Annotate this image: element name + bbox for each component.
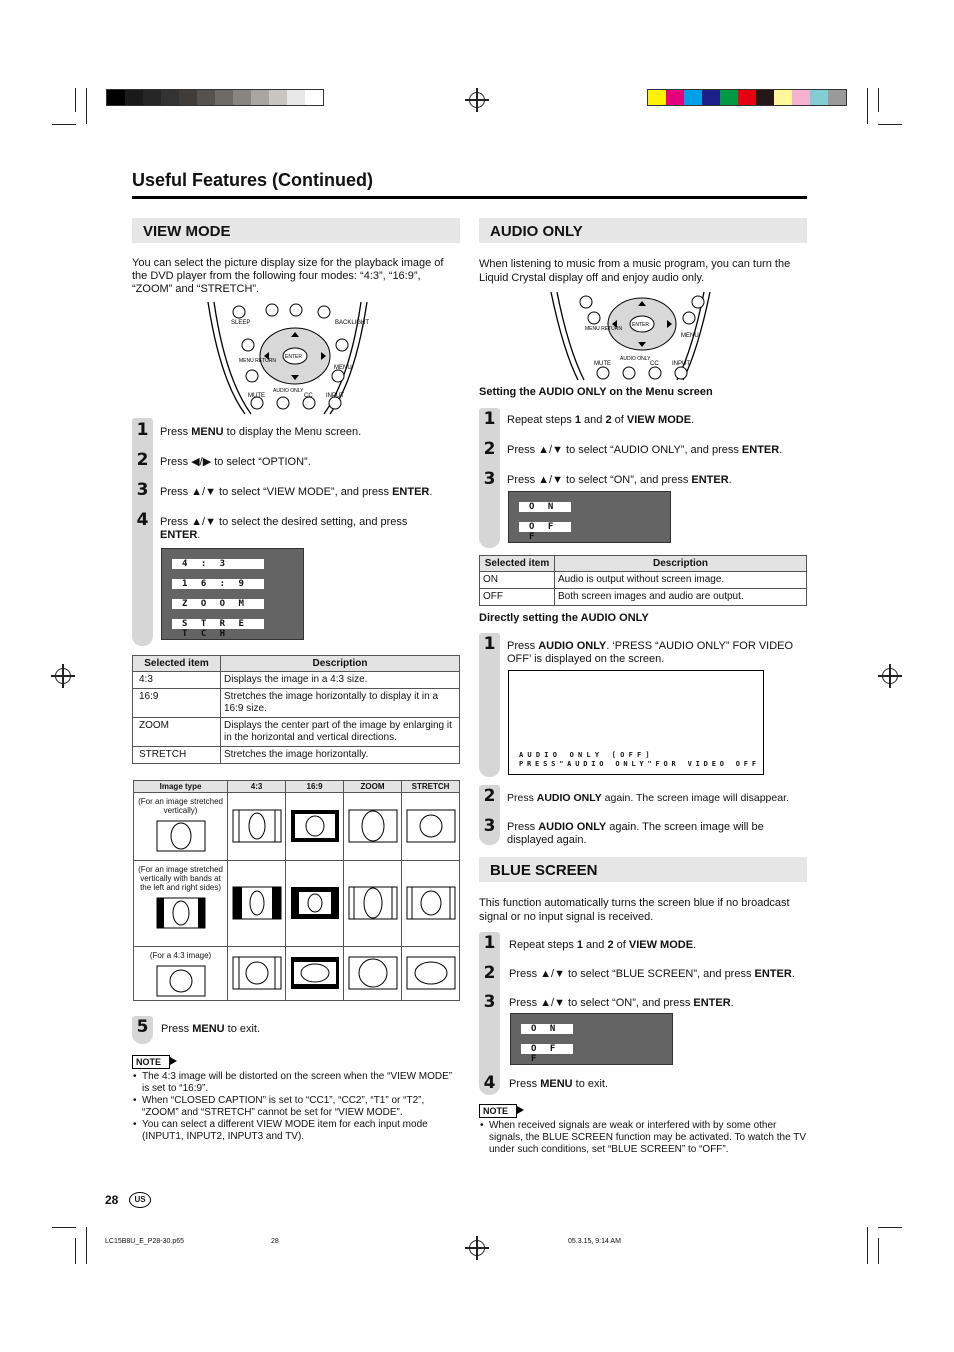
svg-text:MENU RETURN: MENU RETURN <box>585 326 622 332</box>
screen-instruction-line: P R E S S " A U D I O O N L Y " F O R V I D E O O F F <box>519 760 756 768</box>
note-label: NOTE <box>479 1104 517 1118</box>
color-swatch <box>738 90 756 105</box>
svg-text:MENU RETURN: MENU RETURN <box>239 358 276 364</box>
registration-mark-icon <box>882 668 898 684</box>
region-badge: US <box>129 1192 151 1208</box>
osd-item-stretch[interactable]: S T R E T C H <box>172 619 264 629</box>
svg-text:ENTER: ENTER <box>632 322 649 328</box>
table-row: STRETCH Stretches the image horizontally. <box>133 747 460 764</box>
svg-text:AUDIO ONLY: AUDIO ONLY <box>273 388 304 394</box>
color-swatch <box>774 90 792 105</box>
color-swatch <box>143 90 161 105</box>
audio-only-step-1: Repeat steps 1 and 2 of VIEW MODE. <box>507 414 695 426</box>
step-number: 1 <box>483 933 496 953</box>
osd-item-off[interactable]: O F F <box>519 522 571 532</box>
registration-mark-icon <box>55 668 71 684</box>
svg-text:AUDIO ONLY: AUDIO ONLY <box>620 356 651 362</box>
blue-screen-step-2: Press ▲/▼ to select “BLUE SCREEN”, and press ENTER. <box>509 968 795 980</box>
audio-only-screen <box>508 670 764 775</box>
direct-step-2: Press AUDIO ONLY again. The screen image will disappear. <box>507 792 789 804</box>
step-number: 3 <box>483 469 496 489</box>
blue-screen-heading: BLUE SCREEN <box>479 857 807 882</box>
crop-mark <box>878 88 879 112</box>
table-header: Selected item <box>480 556 555 572</box>
view-mode-osd-menu <box>161 548 304 640</box>
color-swatch <box>756 90 774 105</box>
color-swatch <box>792 90 810 105</box>
osd-item-on[interactable]: O N <box>521 1024 573 1034</box>
footer-page-number: 28 <box>271 1238 279 1245</box>
direct-setting-subheading: Directly setting the AUDIO ONLY <box>479 612 649 624</box>
table-row: ON Audio is output without screen image. <box>480 572 807 589</box>
direct-step-1: Press AUDIO ONLY. ‘PRESS “AUDIO ONLY” FOR VIDEO OFF’ is displayed on the screen. <box>507 640 794 665</box>
crop-mark <box>878 1238 879 1264</box>
page-title: Useful Features (Continued) <box>132 170 374 190</box>
screen-status-line: A U D I O O N L Y [ O F F ] <box>519 751 650 759</box>
step-number: 2 <box>483 963 496 983</box>
table-row: (For an image stretched vertically with bands at the left and right sides) <box>134 861 460 947</box>
color-swatch <box>269 90 287 105</box>
footer-timestamp: 05.3.15, 9:14 AM <box>568 1238 621 1245</box>
crop-mark <box>878 124 902 125</box>
color-swatch <box>161 90 179 105</box>
list-item: • When “CLOSED CAPTION” is set to “CC1”, “CC2”, “T1” or “T2”, “ZOOM” and “STRETCH” cannot be set for “VIEW MODE”. <box>132 1095 462 1119</box>
svg-text:INPUT: INPUT <box>326 393 344 399</box>
osd-item-off[interactable]: O F F <box>521 1044 573 1054</box>
crop-mark <box>52 1227 76 1228</box>
steps-sidebar <box>479 932 500 1095</box>
color-swatch <box>648 90 666 105</box>
list-item: • The 4:3 image will be distorted on the screen when the “VIEW MODE” is set to “16:9”. <box>132 1071 462 1095</box>
view-mode-note <box>132 1055 462 1143</box>
color-swatch <box>215 90 233 105</box>
osd-item-zoom[interactable]: Z O O M <box>172 599 264 609</box>
blue-screen-step-1: Repeat steps 1 and 2 of VIEW MODE. <box>509 939 697 951</box>
svg-text:MENU: MENU <box>681 333 699 339</box>
color-calibration-bar-right <box>647 89 847 106</box>
blue-screen-osd-menu <box>510 1013 673 1065</box>
blue-screen-step-3: Press ▲/▼ to select “ON”, and press ENTER. <box>509 997 734 1009</box>
table-row: 16:9 Stretches the image horizontally to display it in a 16:9 size. <box>133 689 460 718</box>
registration-mark-icon <box>469 92 485 108</box>
view-mode-step-2: Press ◀/▶ to select “OPTION”. <box>160 456 311 468</box>
color-swatch <box>107 90 125 105</box>
table-header: Description <box>555 556 807 572</box>
svg-text:CC: CC <box>304 393 313 399</box>
color-swatch <box>125 90 143 105</box>
color-swatch <box>666 90 684 105</box>
crop-mark <box>75 1238 76 1264</box>
crop-mark <box>878 1227 902 1228</box>
crop-mark <box>75 88 76 112</box>
svg-text:ENTER: ENTER <box>285 354 302 360</box>
step-number: 3 <box>483 816 496 836</box>
registration-mark-icon <box>469 1240 485 1256</box>
color-swatch <box>810 90 828 105</box>
crop-mark <box>52 124 76 125</box>
color-swatch <box>702 90 720 105</box>
step-number: 2 <box>136 450 149 470</box>
direct-step-3: Press AUDIO ONLY again. The screen image will be displayed again. <box>507 821 764 846</box>
table-header: Description <box>221 656 460 672</box>
step-number: 2 <box>483 786 496 806</box>
crop-mark <box>867 88 868 124</box>
remote-control-illustration <box>205 300 370 415</box>
osd-item-on[interactable]: O N <box>519 502 571 512</box>
list-item: • You can select a different VIEW MODE item for each input mode (INPUT1, INPUT2, INPUT3 and TV). <box>132 1119 462 1143</box>
audio-only-table <box>479 555 807 606</box>
step-number: 2 <box>483 439 496 459</box>
blue-screen-intro: This function automatically turns the screen blue if no broadcast signal or no input signal is received. <box>479 897 790 923</box>
step-number: 5 <box>136 1017 149 1037</box>
color-swatch <box>828 90 846 105</box>
osd-item-16-9[interactable]: 1 6 : 9 <box>172 579 264 589</box>
view-mode-table <box>132 655 460 764</box>
view-mode-step-1: Press MENU to display the Menu screen. <box>160 426 362 438</box>
step-number: 4 <box>136 510 149 530</box>
color-swatch <box>251 90 269 105</box>
page-number: 28 <box>105 1193 119 1207</box>
osd-item-4-3[interactable]: 4 : 3 <box>172 559 264 569</box>
table-row: (For a 4:3 image) <box>134 947 460 1001</box>
image-type-table: Image type 4:3 16:9 ZOOM STRETCH (For an image stretched vertically) (For an image stretched vertically with bands at the left and right sides) (For a 4:3 image) <box>133 780 460 1001</box>
step-number: 3 <box>483 992 496 1012</box>
note-label: NOTE <box>132 1055 170 1069</box>
footer-file-name: LC15B8U_E_P28-30.p65 <box>105 1238 185 1245</box>
color-swatch <box>179 90 197 105</box>
color-swatch <box>233 90 251 105</box>
step-number: 1 <box>136 420 149 440</box>
crop-mark <box>86 1227 87 1264</box>
menu-screen-subheading: Setting the AUDIO ONLY on the Menu screen <box>479 386 713 398</box>
color-swatch <box>684 90 702 105</box>
step-number: 3 <box>136 480 149 500</box>
crop-mark <box>86 88 87 124</box>
steps-sidebar <box>479 633 500 777</box>
view-mode-intro: You can select the picture display size for the playback image of the DVD player from the following four modes: “4:3”, “16:9”, “ZOOM” and “STRETCH”. <box>132 257 444 295</box>
color-swatch <box>197 90 215 105</box>
view-mode-step-5: Press MENU to exit. <box>161 1023 261 1035</box>
color-swatch <box>287 90 305 105</box>
svg-text:MENU: MENU <box>334 365 352 371</box>
color-calibration-bar-left <box>106 89 324 106</box>
svg-text:MUTE: MUTE <box>248 393 265 399</box>
color-swatch <box>720 90 738 105</box>
svg-text:INPUT: INPUT <box>672 361 690 367</box>
audio-only-intro: When listening to music from a music program, you can turn the Liquid Crystal display off and enjoy audio only. <box>479 258 791 284</box>
list-item: • When received signals are weak or interfered with by some other signals, the BLUE SCREEN function may be activated. To watch the TV under such conditions, set “BLUE SCREEN” to “OFF”. <box>479 1120 807 1156</box>
view-mode-step-3: Press ▲/▼ to select “VIEW MODE”, and press ENTER. <box>160 486 433 498</box>
view-mode-step-4: Press ▲/▼ to select the desired setting, and press ENTER. <box>160 516 408 541</box>
svg-text:SLEEP: SLEEP <box>231 320 251 326</box>
table-row: OFF Both screen images and audio are output. <box>480 589 807 606</box>
svg-text:CC: CC <box>650 361 659 367</box>
svg-text:BACKLIGHT: BACKLIGHT <box>335 320 370 326</box>
step-number: 1 <box>483 409 496 429</box>
view-mode-heading: VIEW MODE <box>132 218 460 243</box>
table-row: (For an image stretched vertically) <box>134 793 460 861</box>
audio-only-step-3: Press ▲/▼ to select “ON”, and press ENTER. <box>507 474 732 486</box>
svg-text:MUTE: MUTE <box>594 361 611 367</box>
blue-screen-step-4: Press MENU to exit. <box>509 1078 609 1090</box>
table-header: Selected item <box>133 656 221 672</box>
audio-only-heading: AUDIO ONLY <box>479 218 807 243</box>
table-row: ZOOM Displays the center part of the image by enlarging it in the horizontal and vertical directions. <box>133 718 460 747</box>
crop-mark <box>867 1227 868 1264</box>
audio-only-osd-menu <box>508 491 671 543</box>
blue-screen-note <box>479 1104 807 1156</box>
remote-control-illustration <box>548 290 713 382</box>
audio-only-step-2: Press ▲/▼ to select “AUDIO ONLY”, and press ENTER. <box>507 444 783 456</box>
step-number: 4 <box>483 1073 496 1093</box>
step-number: 1 <box>483 634 496 654</box>
color-swatch <box>305 90 323 105</box>
title-rule <box>132 196 807 199</box>
table-row: 4:3 Displays the image in a 4:3 size. <box>133 672 460 689</box>
